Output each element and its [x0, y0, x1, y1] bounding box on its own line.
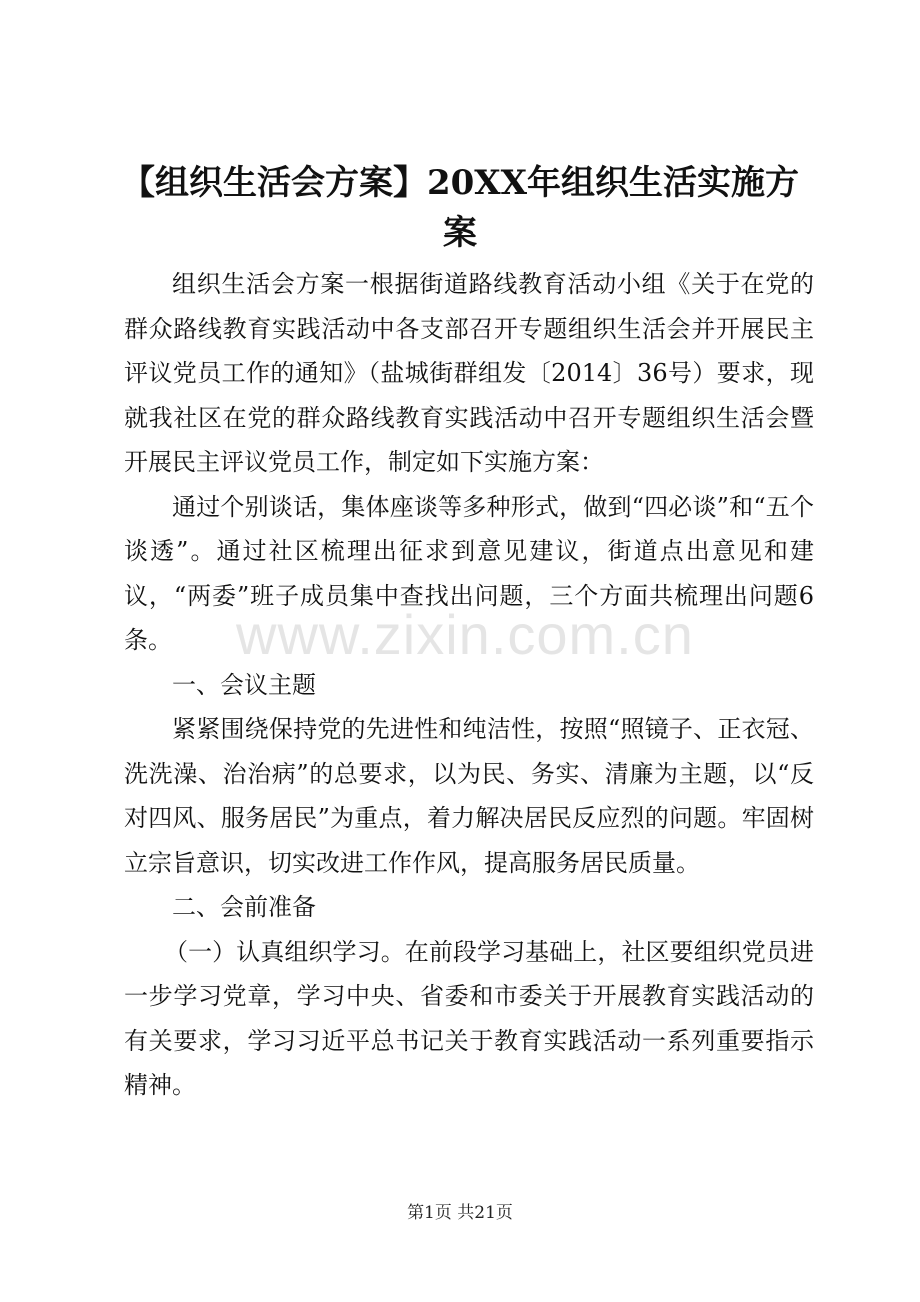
page-footer: [0, 1198, 920, 1223]
paragraph-methods: 通过个别谈话，集体座谈等多种形式，做到“四必谈”和“五个谈透”。通过社区梳理出征求到意见建议，街道点出意见和建议，“两委”班子成员集中查找出问题，三个方面共梳理出问题6条。: [124, 492, 814, 654]
paragraph-intro: 组织生活会方案一根据街道路线教育活动小组《关于在党的群众路线教育实践活动中各支部召开专题组织生活会并开展民主评议党员工作的通知》（盐城街群组发〔2014〕36号）要求，现就我社区在党的群众路线教育实践活动中召开专题组织生活会暨开展民主评议党员工作，制定如下实施方案：: [124, 270, 814, 476]
document-title: 【组织生活会方案】20XX年组织生活实施方案: [120, 163, 800, 253]
paragraph-theme: 紧紧围绕保持党的先进性和纯洁性，按照“照镜子、正衣冠、洗洗澡、治治病”的总要求，以为民、务实、清廉为主题，以“反对四风、服务居民”为重点，着力解决居民反应烈的问题。牢固树立宗旨意识，切实改进工作作风，提高服务居民质量。: [124, 715, 814, 877]
page-number: 第1页 共21页: [407, 1203, 513, 1223]
paragraph-study: （一）认真组织学习。在前段学习基础上，社区要组织党员进一步学习党章，学习中央、省委和市委关于开展教育实践活动的有关要求，学习习近平总书记关于教育实践活动一系列重要指示精神。: [124, 937, 814, 1099]
section-heading-preparation: 二、会前准备: [172, 893, 316, 921]
section-heading-theme: 一、会议主题: [172, 670, 316, 699]
watermark: www.zixin.com.cn: [236, 603, 694, 666]
document-body: [124, 262, 814, 1108]
